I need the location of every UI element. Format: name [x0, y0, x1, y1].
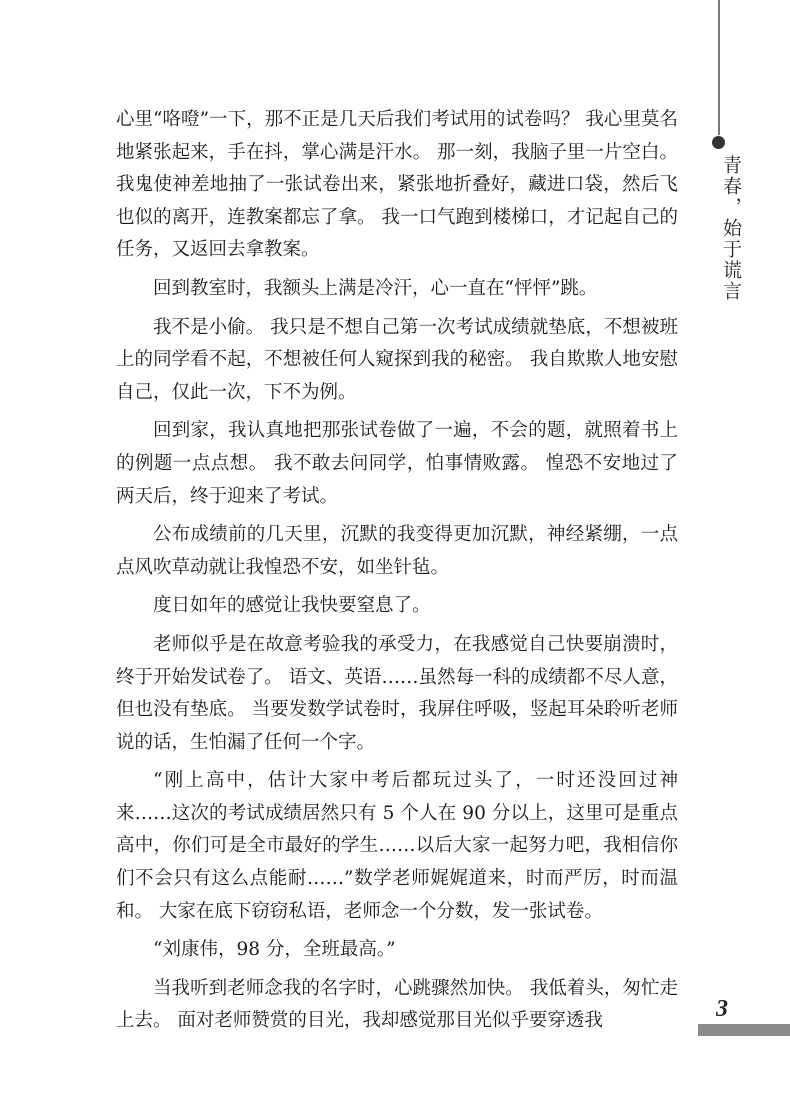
page-number-bar	[698, 1024, 790, 1036]
paragraph: 回到家，我认真地把那张试卷做了一遍，不会的题，就照着书上的例题一点点想。 我不敢去问同学，怕事情败露。 惶恐不安地过了两天后，终于迎来了考试。	[116, 420, 678, 507]
paragraph: 度日如年的感觉让我快要窒息了。	[153, 595, 431, 617]
running-head-rule	[718, 0, 720, 135]
paragraph: 回到教室时，我额头上满是冷汗，心一直在“怦怦”跳。	[153, 277, 598, 299]
paragraph: “刘康伟，98 分，全班最高。”	[153, 939, 396, 961]
page-number: 3	[716, 996, 728, 1022]
paragraph: 当我听到老师念我的名字时，心跳骤然加快。 我低着头，匆忙走上去。 面对老师赞赏的目光，我却感觉那目光似乎要穿透我	[116, 977, 678, 1032]
page-body	[116, 104, 678, 1044]
paragraph: 心里“咯噔”一下，那不正是几天后我们考试用的试卷吗？ 我心里莫名地紧张起来，手在抖，掌心满是汗水。 那一刻，我脑子里一片空白。 我鬼使神差地抽了一张试卷出来，紧张地折叠好，藏进口袋，然后飞也似的离开，连教案都忘了拿。 我一口气跑到楼梯口，才记起自己的任务，又返回去拿教案。	[116, 109, 678, 261]
paragraph: “刚上高中，估计大家中考后都玩过头了，一时还没回过神来……这次的考试成绩居然只有 5 个人在 90 分以上，这里可是重点高中，你们可是全市最好的学生……以后大家一起努力吧，我相信你们不会只有这么点能耐……”数学老师娓娓道来，时而严厉，时而温和。 大家在底下窃窃私语，老师念一个分数，发一张试卷。	[116, 770, 678, 922]
paragraph: 我不是小偷。 我只是不想自己第一次考试成绩就垫底，不想被班上的同学看不起，不想被任何人窥探到我的秘密。 我自欺欺人地安慰自己，仅此一次，下不为例。	[116, 316, 678, 403]
paragraph: 老师似乎是在故意考验我的承受力，在我感觉自己快要崩溃时，终于开始发试卷了。 语文、英语……虽然每一科的成绩都不尽人意，但也没有垫底。 当要发数学试卷时，我屏住呼吸，竖起耳朵聆听老师说的话，生怕漏了任何一个字。	[116, 633, 678, 753]
running-head-title: 青春，始于谎言	[720, 155, 742, 302]
paragraph: 公布成绩前的几天里，沉默的我变得更加沉默，神经紧绷，一点点风吹草动就让我惶恐不安，如坐针毡。	[116, 524, 678, 578]
running-head-bullet	[712, 136, 725, 149]
